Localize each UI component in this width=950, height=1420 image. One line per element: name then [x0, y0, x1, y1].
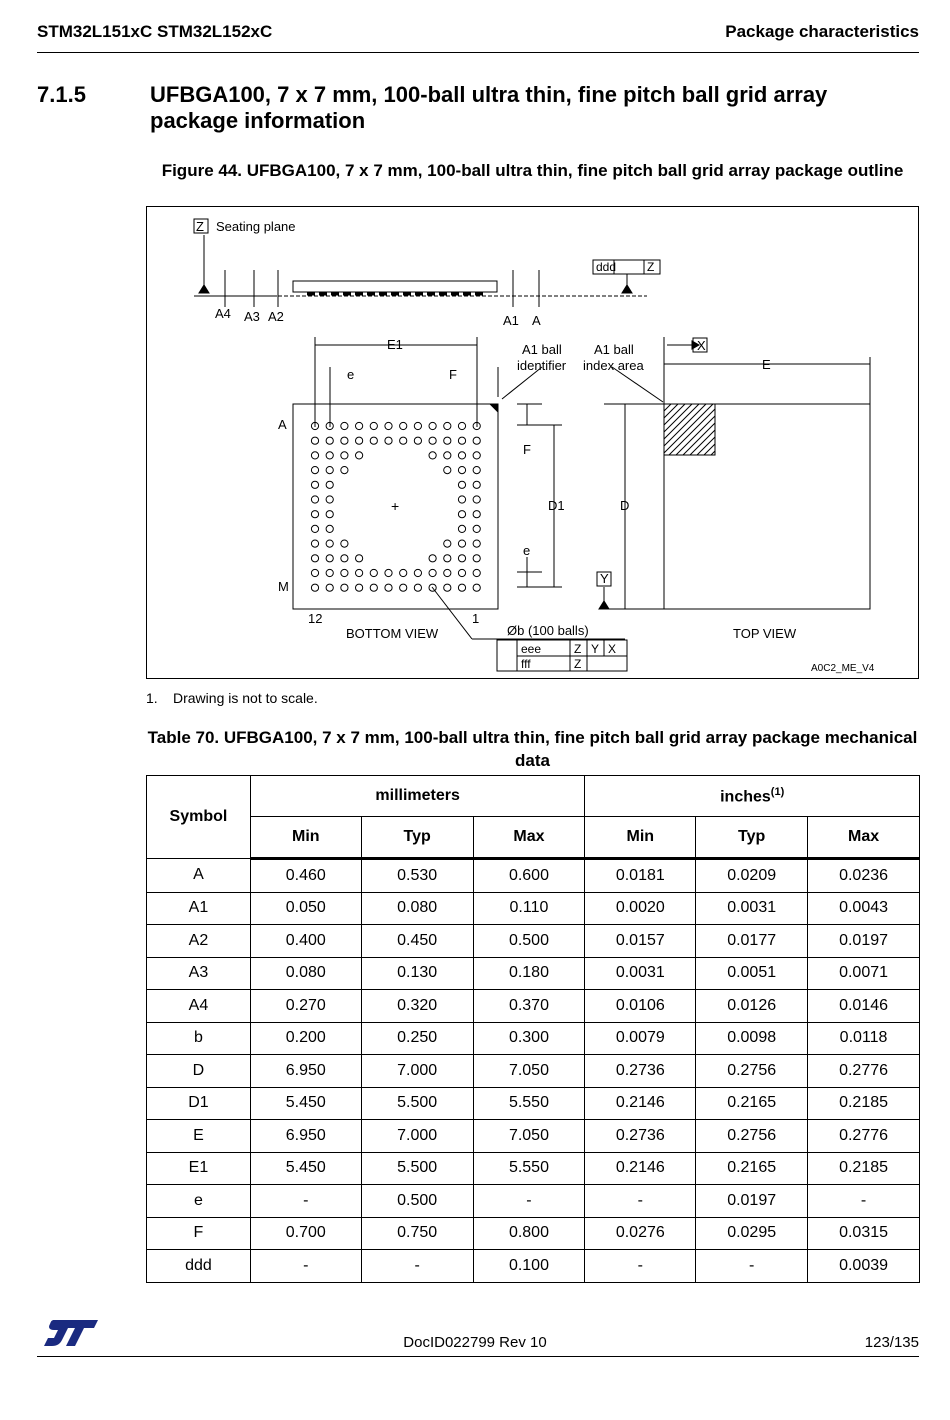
value-cell: 0.0039 [808, 1250, 920, 1283]
z-datum-label: Z [196, 219, 204, 234]
value-cell: 0.0181 [585, 859, 696, 893]
solder-ball [458, 496, 465, 503]
value-cell: 0.200 [250, 1022, 361, 1055]
value-cell: 0.2165 [696, 1152, 808, 1185]
solder-ball [356, 437, 363, 444]
solder-ball [326, 525, 333, 532]
sub-header: Min [250, 817, 361, 859]
value-cell: 0.530 [361, 859, 473, 893]
package-body-side [293, 281, 497, 292]
solder-ball [458, 540, 465, 547]
solder-ball [370, 422, 377, 429]
ddd-label: ddd [596, 260, 617, 274]
value-cell: 0.2165 [696, 1087, 808, 1120]
value-cell: 0.0098 [696, 1022, 808, 1055]
header-product: STM32L151xC STM32L152xC [37, 22, 273, 41]
bottom-view-label: BOTTOM VIEW [346, 626, 439, 641]
pitch-e-label: e [347, 367, 355, 382]
solder-ball [326, 569, 333, 576]
solder-ball [385, 437, 392, 444]
symbol-cell: E [147, 1120, 251, 1153]
hatch-line [664, 404, 678, 418]
package-outline-figure [146, 206, 919, 679]
a-label: A [532, 313, 541, 328]
value-cell: 0.0071 [808, 957, 920, 990]
value-cell: 0.080 [250, 957, 361, 990]
solder-ball [326, 496, 333, 503]
value-cell: 0.800 [473, 1217, 585, 1250]
value-cell: 0.2776 [808, 1055, 920, 1088]
value-cell: 0.0031 [585, 957, 696, 990]
fff-label: fff [521, 657, 531, 671]
table-row [147, 957, 920, 990]
solder-ball [370, 584, 377, 591]
a4-label: A4 [215, 306, 231, 321]
solder-ball [458, 452, 465, 459]
table-row [147, 1185, 920, 1218]
value-cell: 0.460 [250, 859, 361, 893]
value-cell: 0.2776 [808, 1120, 920, 1153]
solder-ball [385, 569, 392, 576]
value-cell: 0.500 [361, 1185, 473, 1218]
note-number: 1. [146, 690, 158, 706]
table-row [147, 1152, 920, 1185]
value-cell: 0.0106 [585, 990, 696, 1023]
solder-ball [326, 555, 333, 562]
footer-rule [37, 1356, 919, 1357]
ball-count-label: Øb (100 balls) [507, 623, 589, 638]
solder-ball [414, 584, 421, 591]
symbol-cell: b [147, 1022, 251, 1055]
z-ref-eee: Z [574, 642, 582, 656]
figure-ref-code: A0C2_ME_V4 [811, 663, 875, 674]
note-text: Drawing is not to scale. [173, 690, 318, 706]
solder-ball [326, 452, 333, 459]
symbol-cell: D1 [147, 1087, 251, 1120]
value-cell: - [808, 1185, 920, 1218]
solder-ball [326, 437, 333, 444]
seating-plane-label: Seating plane [216, 219, 296, 234]
a1-label: A1 [503, 313, 519, 328]
solder-ball [326, 584, 333, 591]
table-row [147, 1055, 920, 1088]
value-cell: 7.000 [361, 1055, 473, 1088]
solder-ball [311, 496, 318, 503]
value-cell: - [250, 1185, 361, 1218]
value-cell: 0.0276 [585, 1217, 696, 1250]
value-cell: 0.080 [361, 892, 473, 925]
value-cell: 6.950 [250, 1055, 361, 1088]
solder-ball [341, 555, 348, 562]
solder-ball [400, 437, 407, 444]
solder-ball [341, 467, 348, 474]
value-cell: 0.2736 [585, 1055, 696, 1088]
solder-ball [444, 540, 451, 547]
value-cell: 0.2146 [585, 1087, 696, 1120]
solder-ball [458, 569, 465, 576]
solder-ball [326, 481, 333, 488]
value-cell: 0.700 [250, 1217, 361, 1250]
center-cross: + [391, 498, 400, 514]
a1-ball-index-line2: index area [583, 358, 644, 373]
symbol-cell: A1 [147, 892, 251, 925]
solder-ball [311, 511, 318, 518]
d1-label: D1 [548, 498, 565, 513]
value-cell: 0.0146 [808, 990, 920, 1023]
solder-ball [458, 437, 465, 444]
y-ref-eee: Y [591, 642, 600, 656]
value-cell: 0.320 [361, 990, 473, 1023]
sub-header: Max [808, 817, 920, 859]
solder-ball [429, 569, 436, 576]
solder-ball [341, 540, 348, 547]
solder-ball [370, 437, 377, 444]
value-cell: 0.0236 [808, 859, 920, 893]
a1-ball-index-line1: A1 ball [594, 342, 634, 357]
f-side-label: F [523, 442, 531, 457]
solder-ball [473, 496, 480, 503]
solder-ball [444, 452, 451, 459]
millimeters-header: millimeters [250, 776, 584, 817]
package-outline-drawing [147, 207, 920, 680]
solder-ball [311, 555, 318, 562]
solder-ball [400, 584, 407, 591]
value-cell: 5.450 [250, 1087, 361, 1120]
solder-ball [473, 511, 480, 518]
value-cell: 7.050 [473, 1120, 585, 1153]
row-m-label: M [278, 579, 289, 594]
solder-ball [311, 452, 318, 459]
value-cell: 0.250 [361, 1022, 473, 1055]
solder-ball [473, 525, 480, 532]
symbol-cell: D [147, 1055, 251, 1088]
table-row [147, 1120, 920, 1153]
x-ref-eee: X [608, 642, 617, 656]
value-cell: 0.300 [473, 1022, 585, 1055]
pitch-e-side-label: e [523, 543, 531, 558]
table-row [147, 1087, 920, 1120]
solder-ball [311, 437, 318, 444]
solder-ball [341, 584, 348, 591]
header-rule [37, 52, 919, 53]
solder-ball [473, 481, 480, 488]
value-cell: - [696, 1250, 808, 1283]
solder-ball [385, 584, 392, 591]
a3-label: A3 [244, 309, 260, 324]
solder-ball [326, 467, 333, 474]
inches-header-text: inches [720, 788, 771, 806]
value-cell: 0.180 [473, 957, 585, 990]
solder-ball [356, 422, 363, 429]
value-cell: - [585, 1250, 696, 1283]
value-cell: 0.2736 [585, 1120, 696, 1153]
hatch-line [664, 404, 699, 439]
table-row [147, 1217, 920, 1250]
mechanical-data-table [146, 775, 920, 1283]
a1-index-area [664, 404, 715, 455]
value-cell: 0.450 [361, 925, 473, 958]
figure-caption: Figure 44. UFBGA100, 7 x 7 mm, 100-ball ultra thin, fine pitch ball grid array package outline [161, 161, 904, 180]
row-a-label: A [278, 417, 287, 432]
e-dimension-label: E [762, 357, 771, 372]
value-cell: 0.0295 [696, 1217, 808, 1250]
value-cell: - [361, 1250, 473, 1283]
symbol-header: Symbol [147, 776, 251, 859]
value-cell: 0.0126 [696, 990, 808, 1023]
value-cell: 0.0177 [696, 925, 808, 958]
solder-ball [311, 525, 318, 532]
solder-ball [444, 555, 451, 562]
symbol-cell: ddd [147, 1250, 251, 1283]
solder-ball [429, 437, 436, 444]
solder-ball [429, 422, 436, 429]
x-datum-label: X [697, 338, 706, 353]
solder-ball [458, 584, 465, 591]
value-cell: 7.050 [473, 1055, 585, 1088]
value-cell: 0.0043 [808, 892, 920, 925]
table-row [147, 990, 920, 1023]
hatch-line [683, 423, 715, 455]
solder-ball [400, 569, 407, 576]
solder-ball [356, 555, 363, 562]
solder-ball [473, 584, 480, 591]
solder-ball [458, 481, 465, 488]
hatch-line [690, 430, 715, 455]
symbol-cell: A3 [147, 957, 251, 990]
symbol-cell: e [147, 1185, 251, 1218]
value-cell: 0.0197 [808, 925, 920, 958]
z-ref-fff: Z [574, 657, 582, 671]
value-cell: 0.2185 [808, 1087, 920, 1120]
value-cell: 0.400 [250, 925, 361, 958]
table-row [147, 1250, 920, 1283]
solder-ball [341, 437, 348, 444]
solder-ball [458, 555, 465, 562]
solder-ball [444, 584, 451, 591]
value-cell: 0.2185 [808, 1152, 920, 1185]
value-cell: 0.2146 [585, 1152, 696, 1185]
solder-ball [444, 437, 451, 444]
col-1-label: 1 [472, 611, 480, 626]
value-cell: 0.270 [250, 990, 361, 1023]
solder-ball [311, 540, 318, 547]
symbol-cell: A [147, 859, 251, 893]
sub-header: Max [473, 817, 585, 859]
solder-ball [458, 525, 465, 532]
top-view-label: TOP VIEW [733, 626, 797, 641]
d-label: D [620, 498, 630, 513]
solder-ball [473, 437, 480, 444]
symbol-cell: A4 [147, 990, 251, 1023]
table-caption: Table 70. UFBGA100, 7 x 7 mm, 100-ball ultra thin, fine pitch ball grid array package mechanical data [147, 728, 918, 770]
value-cell: 0.750 [361, 1217, 473, 1250]
footer-page-number: 123/135 [864, 1334, 919, 1351]
table-row [147, 859, 920, 893]
solder-ball [458, 422, 465, 429]
symbol-cell: E1 [147, 1152, 251, 1185]
table-row [147, 1022, 920, 1055]
solder-ball [458, 467, 465, 474]
value-cell: 0.0031 [696, 892, 808, 925]
solder-ball [473, 540, 480, 547]
value-cell: 5.500 [361, 1087, 473, 1120]
hatch-line [711, 451, 715, 455]
value-cell: 0.0020 [585, 892, 696, 925]
table-row [147, 925, 920, 958]
solder-ball [400, 422, 407, 429]
symbol-cell: A2 [147, 925, 251, 958]
value-cell: 0.0209 [696, 859, 808, 893]
value-cell: 5.500 [361, 1152, 473, 1185]
solder-ball [429, 555, 436, 562]
value-cell: 0.2756 [696, 1055, 808, 1088]
solder-ball [326, 511, 333, 518]
solder-ball [473, 555, 480, 562]
solder-ball [473, 452, 480, 459]
value-cell: 0.500 [473, 925, 585, 958]
sub-header: Typ [696, 817, 808, 859]
value-cell: 6.950 [250, 1120, 361, 1153]
hatch-line [664, 404, 671, 411]
solder-ball [444, 467, 451, 474]
inches-header [585, 776, 920, 817]
value-cell: 7.000 [361, 1120, 473, 1153]
value-cell: 5.550 [473, 1152, 585, 1185]
solder-ball [414, 437, 421, 444]
solder-ball [311, 467, 318, 474]
a1-ball-identifier-line2: identifier [517, 358, 567, 373]
e1-label: E1 [387, 337, 403, 352]
solder-ball [414, 569, 421, 576]
solder-ball [341, 452, 348, 459]
value-cell: 0.0079 [585, 1022, 696, 1055]
value-cell: 5.450 [250, 1152, 361, 1185]
value-cell: - [585, 1185, 696, 1218]
hatch-line [669, 409, 715, 455]
figure-note [146, 690, 318, 706]
solder-ball [444, 422, 451, 429]
value-cell: 0.0157 [585, 925, 696, 958]
header-chapter: Package characteristics [725, 22, 919, 41]
table-row [147, 892, 920, 925]
value-cell: 0.0118 [808, 1022, 920, 1055]
value-cell: 0.2756 [696, 1120, 808, 1153]
solder-ball [356, 584, 363, 591]
y-datum-label: Y [600, 571, 609, 586]
sub-header: Min [585, 817, 696, 859]
solder-ball [311, 584, 318, 591]
f-label: F [449, 367, 457, 382]
solder-ball [429, 452, 436, 459]
a1-ball-identifier-line1: A1 ball [522, 342, 562, 357]
value-cell: 0.110 [473, 892, 585, 925]
value-cell: 0.0315 [808, 1217, 920, 1250]
inches-footnote-ref: (1) [770, 785, 785, 798]
value-cell: 0.600 [473, 859, 585, 893]
value-cell: - [250, 1250, 361, 1283]
solder-ball [356, 452, 363, 459]
value-cell: 0.130 [361, 957, 473, 990]
solder-ball [356, 569, 363, 576]
solder-ball [341, 569, 348, 576]
section-number: 7.1.5 [37, 82, 86, 107]
value-cell: 0.0197 [696, 1185, 808, 1218]
solder-ball [311, 481, 318, 488]
solder-ball [370, 569, 377, 576]
value-cell: - [473, 1185, 585, 1218]
solder-ball [414, 422, 421, 429]
sub-header: Typ [361, 817, 473, 859]
symbol-cell: F [147, 1217, 251, 1250]
solder-ball [341, 422, 348, 429]
eee-label: eee [521, 642, 542, 656]
solder-ball [311, 569, 318, 576]
value-cell: 0.100 [473, 1250, 585, 1283]
value-cell: 0.370 [473, 990, 585, 1023]
top-view-outline [664, 404, 870, 609]
solder-ball [473, 569, 480, 576]
value-cell: 5.550 [473, 1087, 585, 1120]
value-cell: 0.0051 [696, 957, 808, 990]
ddd-z-label: Z [647, 260, 655, 274]
solder-ball [326, 540, 333, 547]
solder-ball [385, 422, 392, 429]
solder-ball [458, 511, 465, 518]
a2-label: A2 [268, 309, 284, 324]
solder-ball [473, 467, 480, 474]
footer-doc-id: DocID022799 Rev 10 [403, 1334, 547, 1351]
col-12-label: 12 [308, 611, 323, 626]
hatch-line [664, 404, 692, 432]
section-title: UFBGA100, 7 x 7 mm, 100-ball ultra thin, fine pitch ball grid array package information [150, 82, 828, 133]
solder-ball [444, 569, 451, 576]
value-cell: 0.050 [250, 892, 361, 925]
